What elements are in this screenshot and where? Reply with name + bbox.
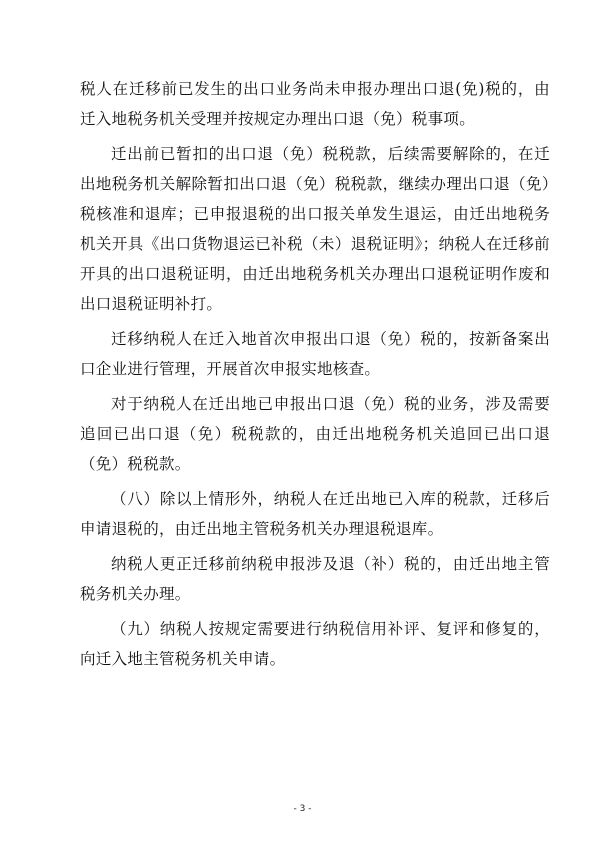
paragraph-correction: 纳税人更正迁移前纳税申报涉及退（补）税的，由迁出地主管税务机关办理。 <box>80 555 550 603</box>
paragraph-item-9: （九）纳税人按规定需要进行纳税信用补评、复评和修复的，向迁入地主管税务机关申请。 <box>80 620 550 668</box>
paragraph-deduction-release: 迁出前已暂扣的出口退（免）税税款，后续需要解除的，在迁出地税务机关解除暂扣出口退（免）税税款，继续办理出口退（免）税核准和退库；已申报退税的出口报关单发生退运，由迁出地税务机关开具《出口货物退运已补税（未）退税证明》；纳税人在迁移前开具的出口退税证明，由迁出地税务机关办理出口退税证明作废和出口退税证明补打。 <box>80 145 550 313</box>
paragraph-continuation: 税人在迁移前已发生的出口业务尚未申报办理出口退(免)税的，由迁入地税务机关受理并按规定办理出口退（免）税事项。 <box>80 80 550 128</box>
document-body <box>80 74 550 679</box>
page-number: - 3 - <box>293 804 312 814</box>
paragraph-first-declaration: 迁移纳税人在迁入地首次申报出口退（免）税的，按新备案出口企业进行管理，开展首次申报实地核查。 <box>80 330 550 378</box>
paragraph-item-8: （八）除以上情形外，纳税人在迁出地已入库的税款，迁移后申请退税的，由迁出地主管税务机关办理退税退库。 <box>80 490 550 538</box>
paragraph-recovery: 对于纳税人在迁出地已申报出口退（免）税的业务，涉及需要追回已出口退（免）税税款的，由迁出地税务机关追回已出口退（免）税税款。 <box>80 395 550 473</box>
